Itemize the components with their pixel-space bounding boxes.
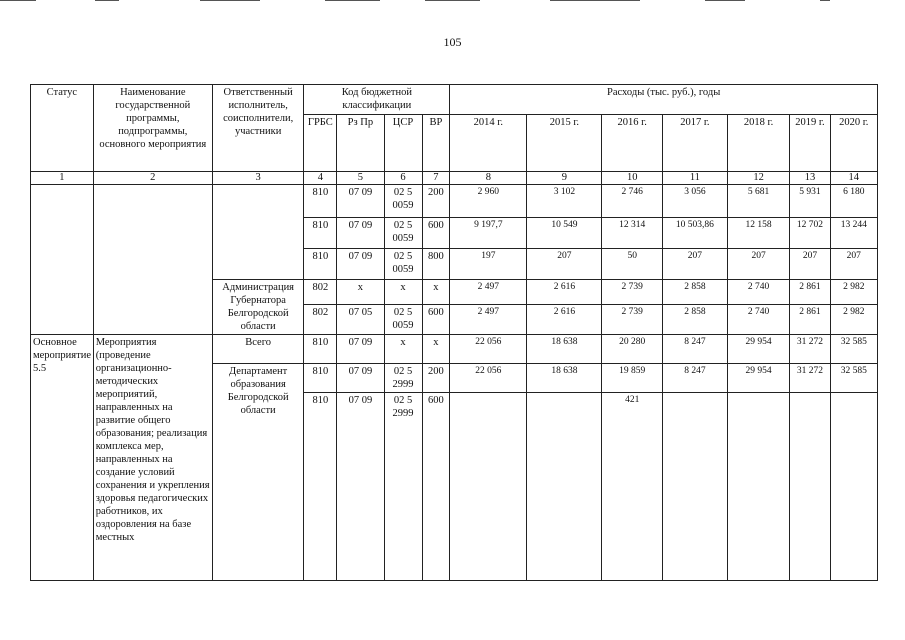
rzpr-cell: 07 09 xyxy=(337,249,384,280)
top-rule-8 xyxy=(820,0,830,1)
value-cell: 29 954 xyxy=(727,364,790,393)
event-name: Мероприятия (проведение организационно-методических мероприятий, направленных на развитие общего образования; реализация комплекса мер, направленных на создание условий сохранения и укрепления здоровья педагогических работников, их оздоровления на базе местных xyxy=(93,335,212,581)
value-cell: 207 xyxy=(663,249,728,280)
index-cell: 14 xyxy=(830,172,877,185)
value-cell: 207 xyxy=(527,249,602,280)
top-rule-4 xyxy=(325,0,380,1)
value-cell: 12 314 xyxy=(602,218,663,249)
header-year: 2015 г. xyxy=(527,115,602,172)
index-cell: 3 xyxy=(212,172,303,185)
value-cell xyxy=(663,393,728,581)
page-number: 105 xyxy=(443,35,462,49)
header-year: 2018 г. xyxy=(727,115,790,172)
csr-cell: x xyxy=(384,335,422,364)
value-cell: 2 861 xyxy=(790,280,830,305)
value-cell: 9 197,7 xyxy=(450,218,527,249)
budget-table xyxy=(30,84,878,581)
top-rule-7 xyxy=(705,0,745,1)
value-cell: 2 739 xyxy=(602,280,663,305)
rzpr-cell: 07 09 xyxy=(337,218,384,249)
value-cell: 2 746 xyxy=(602,185,663,218)
csr-cell: 02 5 0059 xyxy=(384,185,422,218)
grbs-cell: 802 xyxy=(304,305,337,335)
header-year: 2019 г. xyxy=(790,115,830,172)
index-cell: 5 xyxy=(337,172,384,185)
value-cell: 2 982 xyxy=(830,280,877,305)
value-cell: 32 585 xyxy=(830,364,877,393)
value-cell: 5 931 xyxy=(790,185,830,218)
header-year: 2020 г. xyxy=(830,115,877,172)
executor-total: Всего xyxy=(212,335,303,364)
value-cell: 31 272 xyxy=(790,364,830,393)
value-cell: 2 497 xyxy=(450,305,527,335)
rzpr-cell: 07 09 xyxy=(337,335,384,364)
value-cell: 12 158 xyxy=(727,218,790,249)
value-cell: 10 549 xyxy=(527,218,602,249)
grbs-cell: 802 xyxy=(304,280,337,305)
value-cell: 6 180 xyxy=(830,185,877,218)
value-cell: 2 960 xyxy=(450,185,527,218)
csr-cell: 02 5 0059 xyxy=(384,305,422,335)
value-cell: 3 056 xyxy=(663,185,728,218)
header-expenses: Расходы (тыс. руб.), годы xyxy=(450,85,878,115)
table-row xyxy=(31,185,878,218)
value-cell xyxy=(727,393,790,581)
value-cell: 50 xyxy=(602,249,663,280)
value-cell: 8 247 xyxy=(663,364,728,393)
header-vr: ВР xyxy=(422,115,450,172)
value-cell: 12 702 xyxy=(790,218,830,249)
vr-cell: x xyxy=(422,280,450,305)
value-cell: 2 740 xyxy=(727,305,790,335)
value-cell: 31 272 xyxy=(790,335,830,364)
value-cell: 197 xyxy=(450,249,527,280)
vr-cell: 200 xyxy=(422,364,450,393)
index-cell: 4 xyxy=(304,172,337,185)
value-cell: 207 xyxy=(727,249,790,280)
index-cell: 6 xyxy=(384,172,422,185)
header-responsible: Ответственный исполнитель, соисполнители, участники xyxy=(212,85,303,172)
rzpr-cell: 07 09 xyxy=(337,364,384,393)
index-cell: 13 xyxy=(790,172,830,185)
value-cell: 22 056 xyxy=(450,335,527,364)
grbs-cell: 810 xyxy=(304,393,337,581)
value-cell xyxy=(527,393,602,581)
value-cell: 32 585 xyxy=(830,335,877,364)
value-cell: 2 861 xyxy=(790,305,830,335)
table-row xyxy=(31,335,878,364)
top-rule-2 xyxy=(95,0,119,1)
top-rule-1 xyxy=(0,0,36,1)
value-cell xyxy=(450,393,527,581)
value-cell: 19 859 xyxy=(602,364,663,393)
value-cell: 13 244 xyxy=(830,218,877,249)
csr-cell: 02 5 2999 xyxy=(384,393,422,581)
top-rule-6 xyxy=(550,0,640,1)
value-cell: 2 858 xyxy=(663,305,728,335)
index-cell: 9 xyxy=(527,172,602,185)
value-cell: 2 740 xyxy=(727,280,790,305)
rzpr-cell: x xyxy=(337,280,384,305)
executor-dept: Департамент образования Белгородской области xyxy=(212,364,303,581)
grbs-cell: 810 xyxy=(304,335,337,364)
status-cell-empty xyxy=(31,185,94,335)
vr-cell: x xyxy=(422,335,450,364)
header-year: 2016 г. xyxy=(602,115,663,172)
grbs-cell: 810 xyxy=(304,218,337,249)
index-cell: 2 xyxy=(93,172,212,185)
value-cell: 2 739 xyxy=(602,305,663,335)
status-main: Основное мероприятие 5.5 xyxy=(31,335,94,581)
value-cell: 207 xyxy=(830,249,877,280)
grbs-cell: 810 xyxy=(304,249,337,280)
header-grbs: ГРБС xyxy=(304,115,337,172)
csr-cell: 02 5 2999 xyxy=(384,364,422,393)
grbs-cell: 810 xyxy=(304,185,337,218)
header-rzpr: Рз Пр xyxy=(337,115,384,172)
header-year: 2017 г. xyxy=(663,115,728,172)
value-cell: 421 xyxy=(602,393,663,581)
index-cell: 8 xyxy=(450,172,527,185)
value-cell: 207 xyxy=(790,249,830,280)
name-cell-empty xyxy=(93,185,212,335)
rzpr-cell: 07 09 xyxy=(337,185,384,218)
value-cell: 18 638 xyxy=(527,364,602,393)
value-cell: 2 982 xyxy=(830,305,877,335)
rzpr-cell: 07 05 xyxy=(337,305,384,335)
vr-cell: 200 xyxy=(422,185,450,218)
top-rule-5 xyxy=(425,0,480,1)
executor-admin: Администрация Губернатора Белгородской области xyxy=(212,280,303,335)
csr-cell: 02 5 0059 xyxy=(384,218,422,249)
vr-cell: 600 xyxy=(422,218,450,249)
vr-cell: 600 xyxy=(422,393,450,581)
csr-cell: x xyxy=(384,280,422,305)
value-cell: 22 056 xyxy=(450,364,527,393)
value-cell xyxy=(790,393,830,581)
index-cell: 7 xyxy=(422,172,450,185)
vr-cell: 800 xyxy=(422,249,450,280)
value-cell: 2 616 xyxy=(527,305,602,335)
index-cell: 1 xyxy=(31,172,94,185)
value-cell: 5 681 xyxy=(727,185,790,218)
value-cell: 20 280 xyxy=(602,335,663,364)
executor-cell-empty xyxy=(212,185,303,280)
value-cell: 2 616 xyxy=(527,280,602,305)
header-csr: ЦСР xyxy=(384,115,422,172)
header-status: Статус xyxy=(31,85,94,172)
header-year: 2014 г. xyxy=(450,115,527,172)
grbs-cell: 810 xyxy=(304,364,337,393)
value-cell xyxy=(830,393,877,581)
index-cell: 12 xyxy=(727,172,790,185)
value-cell: 3 102 xyxy=(527,185,602,218)
value-cell: 2 497 xyxy=(450,280,527,305)
value-cell: 2 858 xyxy=(663,280,728,305)
header-program-name: Наименование государственной программы, подпрограммы, основного мероприятия xyxy=(93,85,212,172)
value-cell: 8 247 xyxy=(663,335,728,364)
header-budget-code: Код бюджетной классификации xyxy=(304,85,450,115)
csr-cell: 02 5 0059 xyxy=(384,249,422,280)
top-rule-3 xyxy=(200,0,260,1)
value-cell: 29 954 xyxy=(727,335,790,364)
vr-cell: 600 xyxy=(422,305,450,335)
value-cell: 10 503,86 xyxy=(663,218,728,249)
rzpr-cell: 07 09 xyxy=(337,393,384,581)
index-cell: 10 xyxy=(602,172,663,185)
value-cell: 18 638 xyxy=(527,335,602,364)
index-cell: 11 xyxy=(663,172,728,185)
